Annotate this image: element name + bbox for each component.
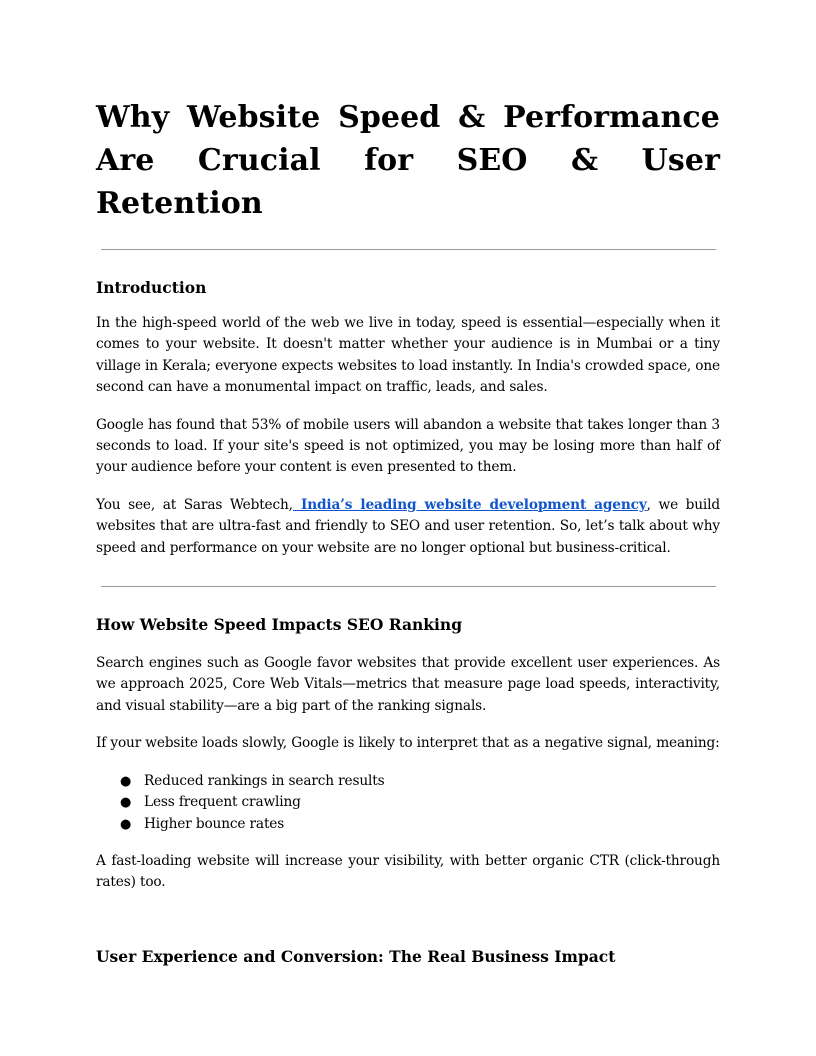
intro-paragraph-3 [96,495,720,559]
list-item [96,814,720,835]
document-page [96,88,720,967]
divider [101,586,716,587]
seo-paragraph-1: Search engines such as Google favor websites that provide excellent user experiences. As we approach 2025, Core Web Vitals—metrics that measure page load speeds, interactivity, and visual stability—are a big part of the ranking signals. [96,655,720,714]
divider [101,249,716,250]
seo-paragraph-3: A fast-loading website will increase your visibility, with better organic CTR (click-through rates) too. [96,852,720,891]
intro-paragraph-3-rest: , we build websites that are ultra-fast and friendly to SEO and user retention. So, let’s talk about why speed and performance on your website are no longer optional but business-critical. [96,496,721,556]
agency-link[interactable]: India’s leading website development agency [292,496,647,513]
page-title: Why Website Speed & Performance Are Crucial for SEO & User Retention [96,100,720,221]
ux-heading: User Experience and Conversion: The Real Business Impact [96,946,616,966]
intro-paragraph-1: In the high-speed world of the web we live in today, speed is essential—especially when it comes to your website. It doesn't matter whether your audience is in Mumbai or a tiny village in Kerala; everyone expects websites to load instantly. In India's crowded space, one second can have a monumental impact on traffic, leads, and sales. [96,315,721,396]
seo-heading: How Website Speed Impacts SEO Ranking [96,615,463,635]
list-item-text: Reduced rankings in search results [144,772,385,789]
list-item-text: Less frequent crawling [144,794,301,811]
list-item [96,792,720,813]
bullet-icon: ● [120,773,132,789]
bullet-icon: ● [120,816,132,832]
seo-bullet-list [96,771,720,835]
intro-paragraph-3-lead: You see, at Saras Webtech, [96,496,293,513]
list-item [96,771,720,792]
introduction-heading: Introduction [96,278,207,297]
intro-paragraph-2: Google has found that 53% of mobile users will abandon a website that takes longer than 3 seconds to load. If your site's speed is not optimized, you may be losing more than half of your audience before your content is even presented to them. [96,416,720,476]
seo-paragraph-2: If your website loads slowly, Google is likely to interpret that as a negative signal, meaning: [96,735,720,752]
bullet-icon: ● [120,795,132,811]
list-item-text: Higher bounce rates [144,815,285,832]
